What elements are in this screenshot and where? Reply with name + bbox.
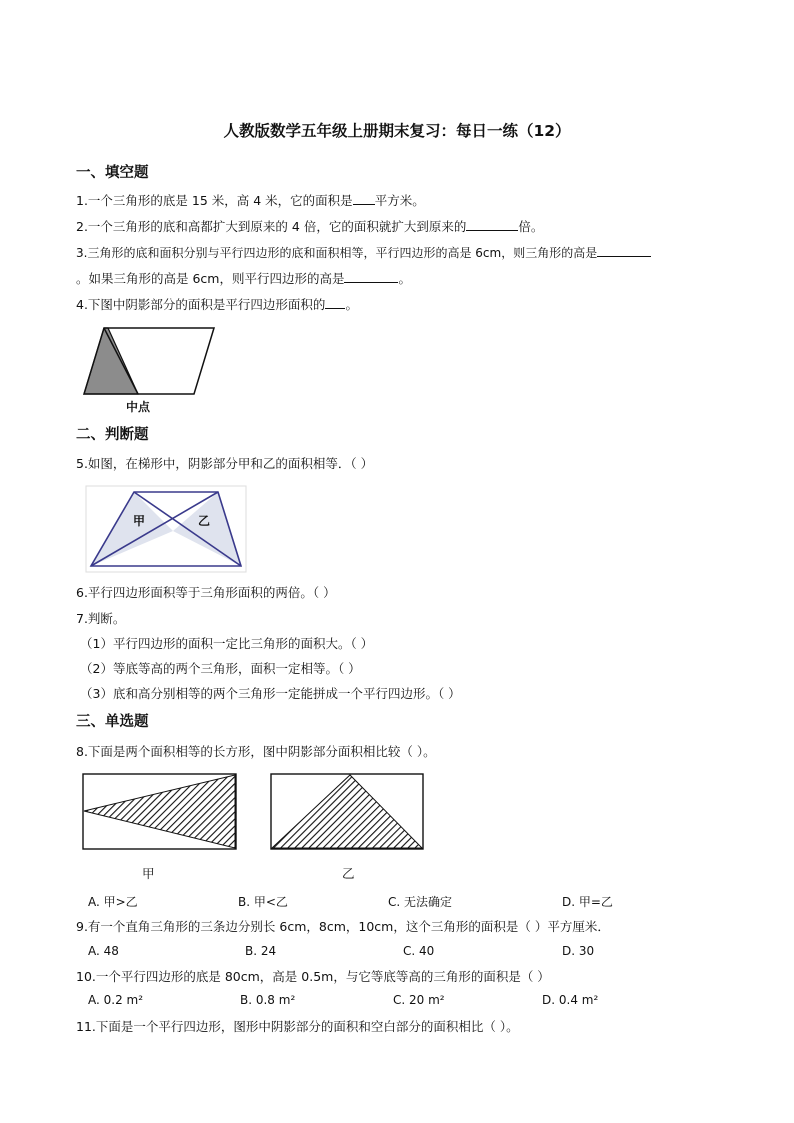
option-d[interactable]: D. 0.4 m² <box>542 993 599 1007</box>
rectangle-figure-b <box>270 773 424 850</box>
page-title: 人教版数学五年级上册期末复习：每日一练（12） <box>223 122 571 140</box>
answer-blank[interactable] <box>325 296 345 309</box>
option-a[interactable]: A. 0.2 m² <box>88 993 144 1007</box>
question-11: 11.下面是一个平行四边形，图形中阴影部分的面积和空白部分的面积相比（ ）。 <box>76 1019 519 1034</box>
question-4 <box>76 296 358 314</box>
question-3-text-2: 。如果三角形的高是 6cm，则平行四边形的高是 <box>76 271 345 286</box>
hatched-triangle-a <box>84 775 235 848</box>
question-7-item: （1）平行四边形的面积一定比三角形的面积大。（ ） <box>80 636 374 651</box>
hatched-triangle-b <box>272 775 422 848</box>
shaded-triangle <box>84 328 138 394</box>
option-c[interactable]: C. 无法确定 <box>388 895 453 909</box>
answer-blank[interactable] <box>353 192 375 205</box>
question-10: 10.一个平行四边形的底是 80cm，高是 0.5m，与它等底等高的三角形的面积是（ ） <box>76 969 550 984</box>
option-b[interactable]: B. 0.8 m² <box>240 993 296 1007</box>
question-7-item: （2）等底等高的两个三角形，面积一定相等。（ ） <box>80 661 361 676</box>
question-8: 8.下面是两个面积相等的长方形，图中阴影部分面积相比较（ ）。 <box>76 744 436 759</box>
region-a-label: 甲 <box>133 514 146 528</box>
question-7-head: 7.判断。 <box>76 611 126 626</box>
section-choice-heading: 三、单选题 <box>76 714 149 730</box>
answer-blank[interactable] <box>466 218 518 231</box>
option-b[interactable]: B. 24 <box>245 944 277 958</box>
question-4-text: 4.下图中阴影部分的面积是平行四边形面积的 <box>76 297 326 312</box>
answer-blank[interactable] <box>597 244 651 257</box>
region-b-label: 乙 <box>198 514 211 528</box>
question-3-line-2 <box>76 270 411 288</box>
question-3-text: 3.三角形的底和面积分别与平行四边形的底和面积相等，平行四边形的高是 6cm，则三角形的高是 <box>76 246 598 260</box>
option-b[interactable]: B. 甲<乙 <box>238 895 288 909</box>
option-c[interactable]: C. 40 <box>403 944 435 958</box>
question-7-item: （3）底和高分别相等的两个三角形一定能拼成一个平行四边形。（ ） <box>80 686 461 701</box>
question-2-text: 2.一个三角形的底和高都扩大到原来的 4 倍，它的面积就扩大到原来的 <box>76 219 467 234</box>
question-9: 9.有一个直角三角形的三条边分别长 6cm，8cm，10cm，这个三角形的面积是（ ）平方厘米． <box>76 919 610 934</box>
rectangle-figure-a <box>82 773 237 850</box>
section-fill-heading: 一、填空题 <box>76 165 149 181</box>
option-a[interactable]: A. 甲>乙 <box>88 895 138 909</box>
question-4-end: 。 <box>345 297 358 312</box>
question-6: 6.平行四边形面积等于三角形面积的两倍。（ ） <box>76 585 336 600</box>
question-1-unit: 平方米。 <box>374 193 425 208</box>
question-3-line-1 <box>76 244 651 262</box>
option-c[interactable]: C. 20 m² <box>393 993 445 1007</box>
option-d[interactable]: D. 30 <box>562 944 595 958</box>
section-judge-heading: 二、判断题 <box>76 427 149 443</box>
midpoint-label: 中点 <box>126 400 151 414</box>
parallelogram-figure <box>80 322 220 400</box>
option-a[interactable]: A. 48 <box>88 944 119 958</box>
figure-a-label: 甲 <box>142 866 155 881</box>
question-5: 5.如图，在梯形中，阴影部分甲和乙的面积相等．（ ） <box>76 456 374 471</box>
answer-blank[interactable] <box>344 270 398 283</box>
question-1-text: 1.一个三角形的底是 15 米，高 4 米，它的面积是 <box>76 193 353 208</box>
question-3-end: 。 <box>398 271 411 286</box>
option-d[interactable]: D. 甲=乙 <box>562 895 613 909</box>
question-1 <box>76 192 425 210</box>
trapezoid-figure <box>86 486 246 572</box>
figure-b-label: 乙 <box>342 866 355 881</box>
question-2 <box>76 218 543 236</box>
question-2-unit: 倍。 <box>518 219 544 234</box>
